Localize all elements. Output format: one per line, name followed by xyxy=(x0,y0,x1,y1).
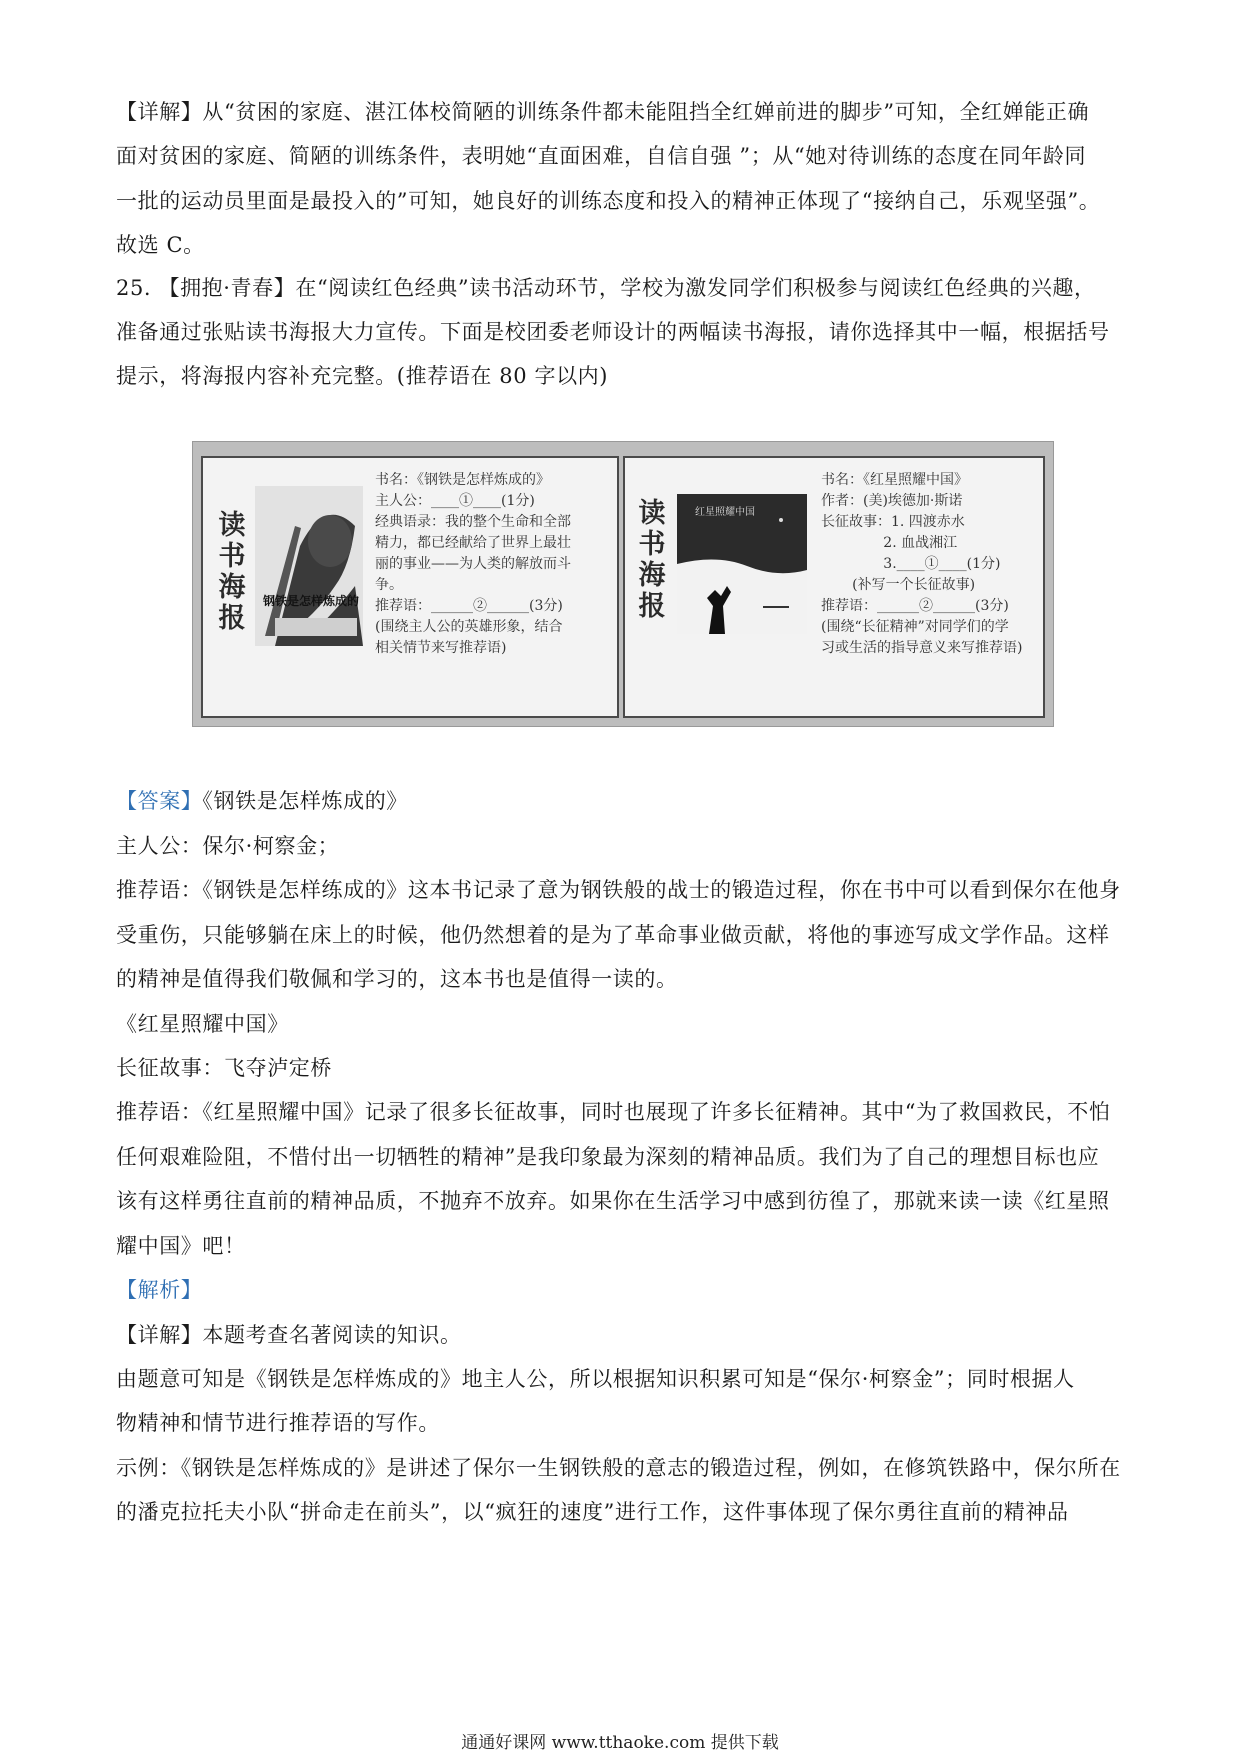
answer-book-title: 《钢铁是怎样炼成的》 xyxy=(202,789,408,813)
question-line: 准备通过张贴读书海报大力宣传。下面是校团委老师设计的两幅读书海报，请你选择其中一幅，根据括号 xyxy=(116,320,1110,344)
answer-label: 【答案】 xyxy=(116,789,203,813)
question-line: 提示，将海报内容补充完整。(推荐语在 80 字以内) xyxy=(116,364,609,388)
analysis-line: 由题意可知是《钢铁是怎样炼成的》地主人公，所以根据知识积累可知是“保尔·柯察金”；同时根据人 xyxy=(116,1367,1075,1391)
answer-line: 推荐语：《红星照耀中国》记录了很多长征故事，同时也展现了许多长征精神。其中“为了救国救民，不怕 xyxy=(116,1100,1111,1124)
answer-line: 该有这样勇往直前的精神品质，不抛弃不放弃。如果你在生活学习中感到彷徨了，那就来读一读《红星照 xyxy=(116,1189,1110,1213)
answer-line: 任何艰难险阻，不惜付出一切牺牲的精神”是我印象最为深刻的精神品质。我们为了自己的理想目标也应 xyxy=(116,1145,1100,1169)
analysis-line: 示例：《钢铁是怎样炼成的》是讲述了保尔一生钢铁般的意志的锻造过程，例如，在修筑铁路中，保尔所在 xyxy=(116,1456,1121,1480)
poster-vertical-title: 读 书 海 报 xyxy=(218,510,246,634)
explanation-line: 一批的运动员里面是最投入的”可知，她良好的训练态度和投入的精神正体现了“接纳自己，乐观坚强”。 xyxy=(116,189,1101,213)
poster-illustration xyxy=(255,486,363,646)
answer-line: 的精神是值得我们敬佩和学习的，这本书也是值得一读的。 xyxy=(116,967,678,991)
explanation-line: 面对贫困的家庭、简陋的训练条件，表明她“直面困难，自信自强 ”；从“她对待训练的态度在同年龄同 xyxy=(116,144,1087,168)
answer-line: 长征故事：飞夺泸定桥 xyxy=(116,1056,332,1080)
analysis-label: 【解析】 xyxy=(116,1278,203,1302)
answer-line xyxy=(116,786,1128,816)
poster-red-star xyxy=(623,456,1045,718)
analysis-line: 【详解】本题考查名著阅读的知识。 xyxy=(116,1323,462,1347)
poster-vertical-title: 读 书 海 报 xyxy=(638,498,666,622)
answer-line: 耀中国》吧！ xyxy=(116,1234,246,1258)
poster-text: 书名：《钢铁是怎样炼成的》 主人公：____①____(1分) 经典语录：我的整个生命和全部 精力，都已经献给了世界上最壮 丽的事业——为人类的解放而斗 争。 推荐语：______②______(3分) (围绕主人公的英雄形象，结合 相关情节来写推荐语) xyxy=(375,472,571,656)
poster-text: 书名：《红星照耀中国》 作者：(美)埃德加·斯诺 长征故事：1. 四渡赤水 2. 血战湘江 3.____①____(1分) (补写一个长征故事) 推荐语：______②______(3分) (围绕“长征精神”对同学们的学 习或生活的指导意义来写推荐语) xyxy=(821,472,1023,656)
page-footer: 通通好课网 www.tthaoke.com 提供下载 xyxy=(461,1733,779,1753)
poster-image-caption: 钢铁是怎样炼成的 xyxy=(263,594,360,608)
analysis-line: 的潘克拉托夫小队“拼命走在前头”，以“疯狂的速度”进行工作，这件事体现了保尔勇往直前的精神品 xyxy=(116,1500,1069,1524)
poster-photo xyxy=(192,441,1054,727)
explanation-line: 故选 C。 xyxy=(116,233,205,257)
answer-line: 主人公：保尔·柯察金； xyxy=(116,834,340,858)
poster-image-caption: 红星照耀中国 xyxy=(695,507,755,518)
analysis-line: 物精神和情节进行推荐语的写作。 xyxy=(116,1411,440,1435)
explanation-line: 【详解】从“贫困的家庭、湛江体校简陋的训练条件都未能阻挡全红婵前进的脚步”可知，全红婵能正确 xyxy=(116,100,1090,124)
answer-line: 受重伤，只能够躺在床上的时候，他仍然想着的是为了革命事业做贡献，将他的事迹写成文学作品。这样 xyxy=(116,923,1110,947)
question-line: 25. 【拥抱·青春】在“阅读红色经典”读书活动环节，学校为激发同学们积极参与阅读红色经典的兴趣， xyxy=(116,276,1096,300)
poster-steel xyxy=(201,456,619,718)
answer-line: 《红星照耀中国》 xyxy=(116,1012,289,1036)
answer-line: 推荐语：《钢铁是怎样练成的》这本书记录了意为钢铁般的战士的锻造过程，你在书中可以看到保尔在他身 xyxy=(116,878,1121,902)
